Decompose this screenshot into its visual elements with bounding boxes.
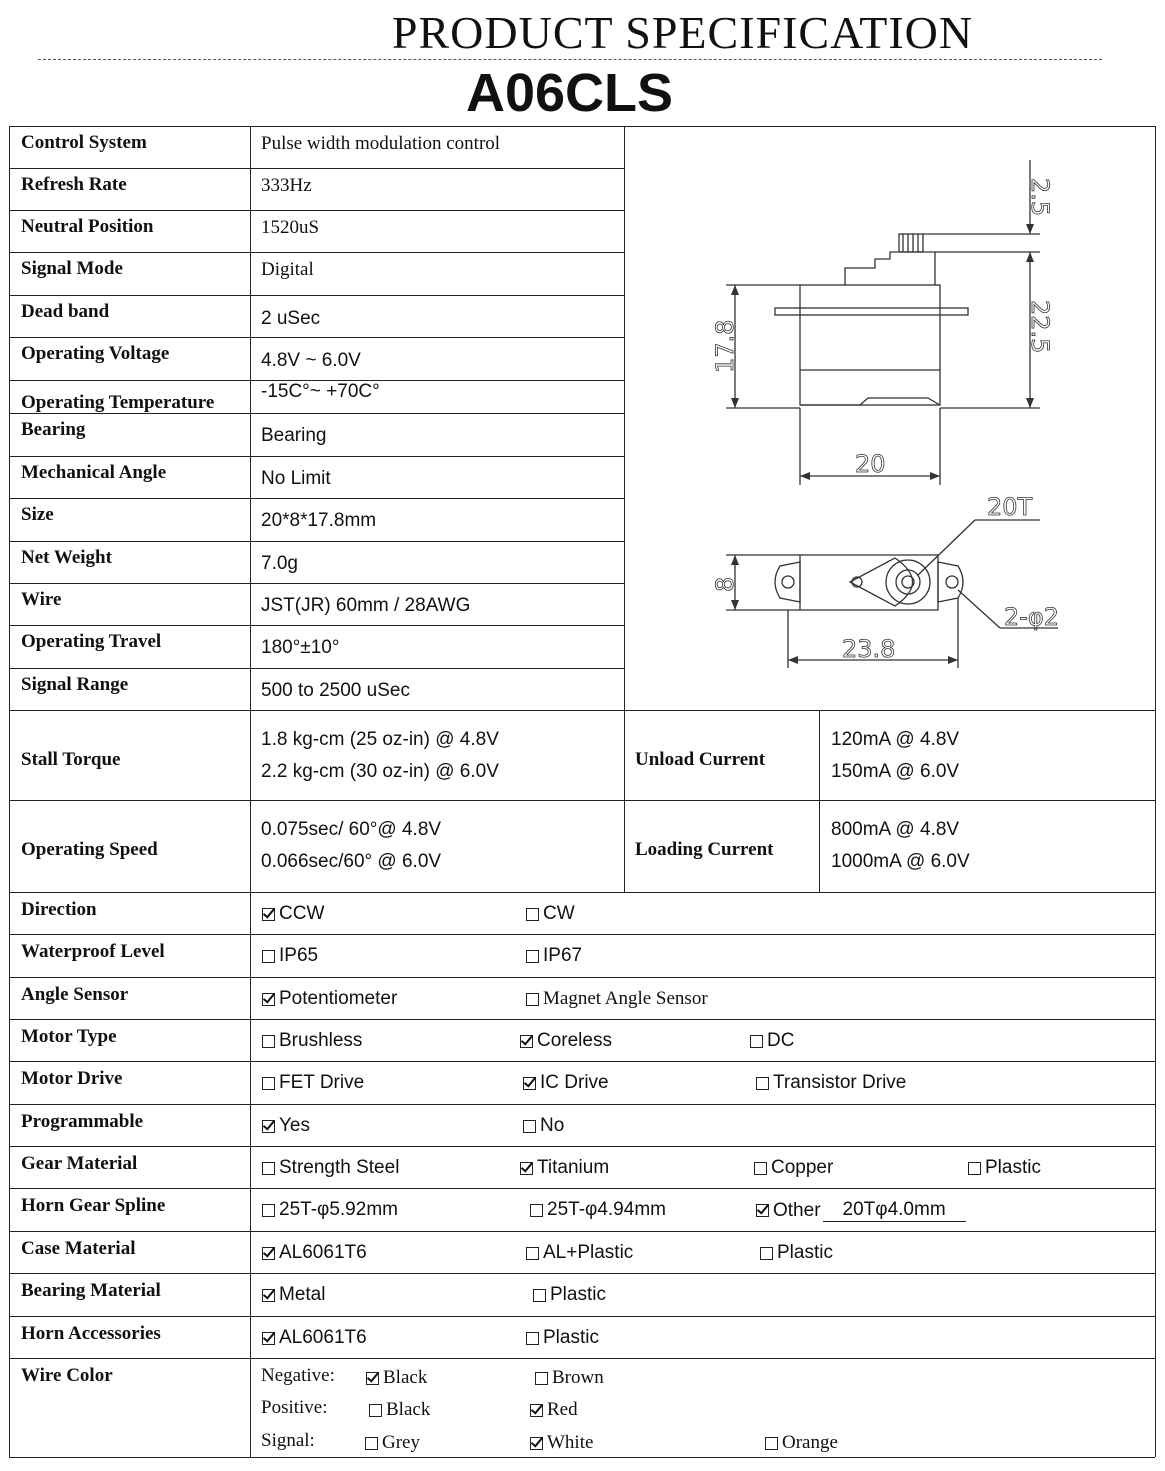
table-rule	[9, 892, 1155, 893]
option-dc[interactable]	[750, 1030, 794, 1052]
wire-option-brown[interactable]	[535, 1367, 604, 1389]
checked-checkbox-icon[interactable]	[262, 1332, 275, 1345]
checkbox-icon[interactable]	[756, 1077, 769, 1090]
table-rule	[9, 934, 1155, 935]
spec-value: Pulse width modulation control	[261, 133, 501, 154]
checked-checkbox-icon[interactable]	[530, 1437, 543, 1450]
option-label: Copper	[771, 1157, 834, 1178]
checked-checkbox-icon[interactable]	[756, 1204, 769, 1217]
spec-value: No Limit	[261, 468, 331, 489]
spec-value: Digital	[261, 259, 314, 280]
option-al6061t6[interactable]	[262, 1327, 367, 1349]
table-rule	[9, 800, 1155, 801]
table-rule	[9, 1231, 1155, 1232]
option-label: AL6061T6	[279, 1327, 367, 1348]
option-row-label: Horn Accessories	[21, 1323, 161, 1344]
checked-checkbox-icon[interactable]	[366, 1372, 379, 1385]
spec-label: Dead band	[21, 301, 110, 322]
option-label: Red	[547, 1399, 578, 1420]
table-rule	[9, 1061, 1155, 1062]
checked-checkbox-icon[interactable]	[520, 1162, 533, 1175]
option-al-plastic[interactable]	[526, 1242, 633, 1264]
checkbox-icon[interactable]	[754, 1162, 767, 1175]
table-rule	[9, 126, 10, 1457]
dim-height-total-label: 22.5	[1026, 300, 1054, 354]
table-rule	[9, 337, 624, 338]
option-plastic[interactable]	[533, 1284, 606, 1306]
wire-option-white[interactable]	[530, 1432, 593, 1454]
output-gear-top	[886, 560, 930, 604]
option-label: Potentiometer	[279, 988, 398, 1009]
option-label: Plastic	[543, 1327, 599, 1348]
option-label: Magnet Angle Sensor	[543, 988, 708, 1009]
option-label: AL6061T6	[279, 1242, 367, 1263]
table-rule	[9, 668, 624, 669]
checkbox-icon[interactable]	[365, 1437, 378, 1450]
wire-color-label: Wire Color	[21, 1365, 113, 1386]
checkbox-icon[interactable]	[750, 1035, 763, 1048]
spec-value: -15C°~ +70C°	[261, 381, 380, 402]
option-label: IP65	[279, 945, 319, 966]
checkbox-icon[interactable]	[526, 908, 539, 921]
checked-checkbox-icon[interactable]	[262, 993, 275, 1006]
option-label: 25T-φ4.94mm	[547, 1199, 666, 1220]
option-25t-4-94mm[interactable]	[530, 1199, 666, 1221]
option-label: IP67	[543, 945, 583, 966]
spec-label: Operating Travel	[21, 631, 162, 652]
checkbox-icon[interactable]	[262, 1204, 275, 1217]
dim-depth-label: 8	[711, 576, 739, 592]
option-label: FET Drive	[279, 1072, 365, 1093]
gear-housing	[845, 252, 935, 285]
checkbox-icon[interactable]	[262, 1077, 275, 1090]
table-rule	[9, 1358, 1155, 1359]
option-al6061t6[interactable]	[262, 1242, 367, 1264]
option-row-label: Waterproof Level	[21, 941, 165, 962]
checkbox-icon[interactable]	[369, 1404, 382, 1417]
checkbox-icon[interactable]	[262, 1035, 275, 1048]
operating-speed-line2: 0.066sec/60° @ 6.0V	[261, 851, 442, 872]
wire-option-red[interactable]	[530, 1399, 578, 1421]
table-rule	[9, 1146, 1155, 1147]
page-title: PRODUCT SPECIFICATION	[391, 7, 974, 58]
option-label: CW	[543, 903, 575, 924]
option-row-label: Bearing Material	[21, 1280, 161, 1301]
unload-current-line1: 120mA @ 4.8V	[831, 729, 960, 750]
option-25t-5-92mm[interactable]	[262, 1199, 398, 1221]
spec-label: Net Weight	[21, 547, 112, 568]
table-rule	[9, 168, 624, 169]
checkbox-icon[interactable]	[526, 1332, 539, 1345]
table-rule	[624, 126, 625, 892]
spec-label: Bearing	[21, 419, 86, 440]
operating-speed-line1: 0.075sec/ 60°@ 4.8V	[261, 819, 442, 840]
option-label: 25T-φ5.92mm	[279, 1199, 398, 1220]
table-rule	[9, 1457, 1155, 1458]
option-label: Coreless	[537, 1030, 612, 1051]
mounting-flange	[775, 308, 968, 315]
option-no[interactable]	[523, 1115, 564, 1137]
option-label: CCW	[279, 903, 325, 924]
checkbox-icon[interactable]	[765, 1437, 778, 1450]
dim-height-body-label: 17.8	[711, 319, 739, 373]
option-label: Plastic	[985, 1157, 1041, 1178]
option-label: Other	[773, 1199, 821, 1221]
checkbox-icon[interactable]	[535, 1372, 548, 1385]
option-strength-steel[interactable]	[262, 1157, 399, 1179]
option-ip65[interactable]	[262, 945, 318, 967]
checkbox-icon[interactable]	[533, 1289, 546, 1302]
option-row-label: Direction	[21, 899, 97, 920]
unload-current-label: Unload Current	[635, 749, 766, 770]
table-rule	[9, 583, 624, 584]
option-ic-drive[interactable]	[523, 1072, 609, 1094]
spec-value: 4.8V ~ 6.0V	[261, 350, 361, 371]
option-brushless[interactable]	[262, 1030, 362, 1052]
option-copper[interactable]	[754, 1157, 833, 1179]
table-rule	[9, 1104, 1155, 1105]
spec-value: 333Hz	[261, 175, 312, 196]
option-label: Yes	[279, 1115, 310, 1136]
table-rule	[9, 295, 624, 296]
option-row-label: Motor Drive	[21, 1068, 123, 1089]
option-titanium[interactable]	[520, 1157, 609, 1179]
option-label: Brushless	[279, 1030, 363, 1051]
spec-label: Signal Mode	[21, 258, 123, 279]
loading-current-label: Loading Current	[635, 839, 774, 860]
table-rule	[9, 1019, 1155, 1020]
stall-torque-line1: 1.8 kg-cm (25 oz-in) @ 4.8V	[261, 729, 499, 750]
table-rule	[9, 210, 624, 211]
servo-body-side	[800, 285, 940, 405]
table-rule	[1155, 126, 1156, 1457]
option-label: AL+Plastic	[543, 1242, 634, 1263]
wire-row-label: Positive:	[261, 1397, 328, 1418]
wire-option-black[interactable]	[369, 1399, 430, 1421]
checked-checkbox-icon[interactable]	[262, 1120, 275, 1133]
unload-current-line2: 150mA @ 6.0V	[831, 761, 960, 782]
option-label: Strength Steel	[279, 1157, 400, 1178]
checkbox-icon[interactable]	[262, 1162, 275, 1175]
checkbox-icon[interactable]	[760, 1247, 773, 1260]
option-transistor-drive[interactable]	[756, 1072, 906, 1094]
option-label: Metal	[279, 1284, 326, 1305]
operating-speed-label: Operating Speed	[21, 839, 158, 860]
table-rule	[9, 541, 624, 542]
option-label: Orange	[782, 1432, 838, 1453]
table-rule	[9, 977, 1155, 978]
option-row-label: Programmable	[21, 1111, 144, 1132]
checkbox-icon[interactable]	[526, 1247, 539, 1260]
spec-label: Signal Range	[21, 674, 129, 695]
option-row-label: Motor Type	[21, 1026, 117, 1047]
wire-option-grey[interactable]	[365, 1432, 420, 1454]
table-rule	[9, 126, 1155, 127]
option-label: Transistor Drive	[773, 1072, 907, 1093]
option-ccw[interactable]	[262, 903, 324, 925]
checkbox-icon[interactable]	[262, 950, 275, 963]
checked-checkbox-icon[interactable]	[520, 1035, 533, 1048]
spec-value: 2 uSec	[261, 308, 321, 329]
option-yes[interactable]	[262, 1115, 310, 1137]
spec-value: 180°±10°	[261, 637, 340, 658]
spec-label: Operating Voltage	[21, 343, 170, 364]
option-plastic[interactable]	[968, 1157, 1041, 1179]
dim-top-label: 2.5	[1026, 178, 1054, 217]
option-plastic[interactable]	[760, 1242, 833, 1264]
option-label: Grey	[382, 1432, 420, 1453]
loading-current-line2: 1000mA @ 6.0V	[831, 851, 970, 872]
checkbox-icon[interactable]	[526, 993, 539, 1006]
spec-value: Bearing	[261, 425, 327, 446]
option-label: Brown	[552, 1367, 604, 1388]
spec-value: 1520uS	[261, 217, 320, 238]
spec-value: 7.0g	[261, 553, 298, 574]
option-other[interactable]	[756, 1199, 966, 1222]
option-metal[interactable]	[262, 1284, 325, 1306]
spec-label: Neutral Position	[21, 216, 154, 237]
option-label: Plastic	[777, 1242, 833, 1263]
checkbox-icon[interactable]	[523, 1120, 536, 1133]
wire-row-label: Negative:	[261, 1365, 335, 1386]
spec-label: Operating Temperature	[21, 392, 215, 413]
table-rule	[9, 625, 624, 626]
option-label: IC Drive	[540, 1072, 609, 1093]
checked-checkbox-icon[interactable]	[530, 1404, 543, 1417]
option-potentiometer[interactable]	[262, 988, 397, 1010]
model-number: A06CLS	[466, 63, 674, 123]
option-ip67[interactable]	[526, 945, 582, 967]
table-rule	[250, 126, 251, 1457]
loading-current-line1: 800mA @ 4.8V	[831, 819, 960, 840]
option-label: Titanium	[537, 1157, 610, 1178]
table-rule	[9, 1273, 1155, 1274]
table-rule	[9, 1316, 1155, 1317]
table-rule	[9, 498, 624, 499]
option-row-label: Angle Sensor	[21, 984, 129, 1005]
title-divider	[38, 59, 1102, 60]
option-row-label: Gear Material	[21, 1153, 138, 1174]
option-label: White	[547, 1432, 594, 1453]
other-spline-value: 20Tφ4.0mm	[823, 1199, 966, 1222]
checked-checkbox-icon[interactable]	[262, 1289, 275, 1302]
dim-length-label: 23.8	[842, 635, 896, 663]
spec-label: Mechanical Angle	[21, 462, 167, 483]
spec-label: Size	[21, 504, 54, 525]
option-label: DC	[767, 1030, 795, 1051]
option-plastic[interactable]	[526, 1327, 599, 1349]
option-label: No	[540, 1115, 565, 1136]
checkbox-icon[interactable]	[526, 950, 539, 963]
spec-value: 500 to 2500 uSec	[261, 680, 410, 701]
option-label: Black	[383, 1367, 428, 1388]
checked-checkbox-icon[interactable]	[262, 1247, 275, 1260]
stall-torque-line2: 2.2 kg-cm (30 oz-in) @ 6.0V	[261, 761, 499, 782]
table-rule	[9, 252, 624, 253]
option-label: Plastic	[550, 1284, 606, 1305]
checked-checkbox-icon[interactable]	[523, 1077, 536, 1090]
option-coreless[interactable]	[520, 1030, 612, 1052]
wire-option-black[interactable]	[366, 1367, 427, 1389]
spec-label: Refresh Rate	[21, 174, 127, 195]
dim-spline-label: 20T	[987, 493, 1033, 521]
table-rule	[9, 456, 624, 457]
table-rule	[819, 710, 820, 892]
table-rule	[9, 710, 1155, 711]
option-label: Black	[386, 1399, 431, 1420]
table-rule	[9, 1188, 1155, 1189]
wire-row-label: Signal:	[261, 1430, 315, 1451]
checkbox-icon[interactable]	[968, 1162, 981, 1175]
option-row-label: Case Material	[21, 1238, 136, 1259]
checkbox-icon[interactable]	[530, 1204, 543, 1217]
spec-value: 20*8*17.8mm	[261, 510, 377, 531]
spec-label: Control System	[21, 132, 147, 153]
option-fet-drive[interactable]	[262, 1072, 364, 1094]
dim-holes-label: 2-φ2	[1004, 603, 1060, 631]
dim-width-label: 20	[855, 450, 886, 478]
option-cw[interactable]	[526, 903, 575, 925]
spec-label: Wire	[21, 589, 62, 610]
servo-dimension-drawing	[624, 126, 1155, 710]
wire-option-orange[interactable]	[765, 1432, 838, 1454]
stall-torque-label: Stall Torque	[21, 749, 121, 770]
spec-value: JST(JR) 60mm / 28AWG	[261, 595, 471, 616]
checked-checkbox-icon[interactable]	[262, 908, 275, 921]
option-row-label: Horn Gear Spline	[21, 1195, 166, 1216]
option-magnet-angle-sensor[interactable]	[526, 988, 708, 1010]
